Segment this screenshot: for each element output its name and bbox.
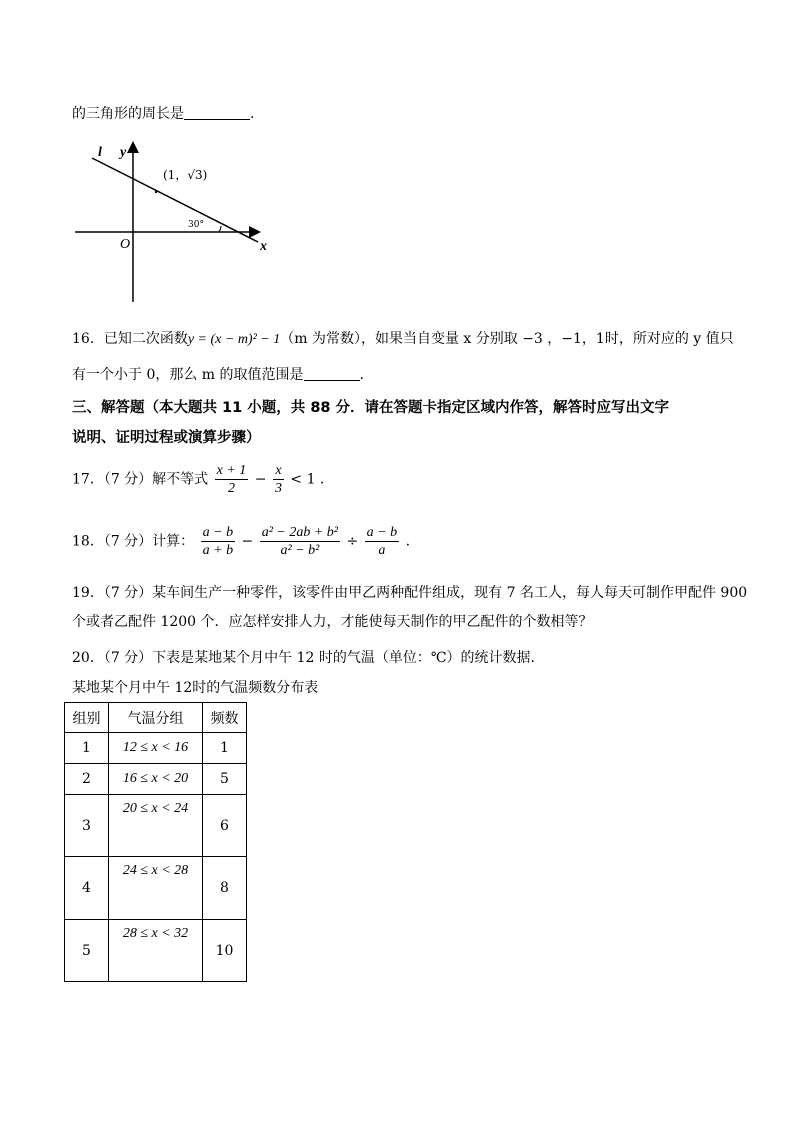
table-cell: 16 ≤ x < 20: [109, 764, 203, 795]
point-dot: [155, 191, 157, 193]
table-row: [65, 795, 247, 857]
table-row: [65, 857, 247, 920]
fraction: $\frac{a - b}{a + b}$: [202, 525, 234, 558]
q20-line1: 20．（7 分）下表是某地某个月中午 12 时的气温（单位：℃）的统计数据．: [72, 650, 545, 666]
table-cell: 8: [203, 857, 247, 920]
table-cell: 1: [65, 733, 109, 764]
fraction: $\frac{x}{3}$: [274, 463, 282, 496]
fraction: $\frac{a - b}{a}$: [366, 525, 398, 558]
q18: 18．（7 分）计算： $\frac{a - b}{a + b}$ − $\frac{\text{a² − 2ab + b²}}{\text{a² − b²}}$ ÷ $\frac{a - b}{a}$ .: [72, 525, 411, 558]
table-cell: 6: [203, 795, 247, 857]
table-title: 某地某个月中午 12时的气温频数分布表: [72, 680, 319, 696]
q17: 17．（7 分）解不等式 $\frac{x + 1}{2}$ − $\frac{x}{3}$ < 1 .: [72, 463, 325, 496]
point-label: (1，√3): [163, 168, 208, 182]
table-cell: 5: [65, 920, 109, 982]
table-row: [65, 733, 247, 764]
answer-blank: [184, 105, 250, 120]
frequency-table: [64, 702, 247, 982]
table-cell: 1: [203, 733, 247, 764]
section-heading: 三、解答题（本大题共 11 小题，共 88 分．请在答题卡指定区域内作答，解答时应写出文字: [72, 400, 670, 416]
table-row: [65, 920, 247, 982]
table-header-row: [65, 703, 247, 733]
q19-line2: 个或者乙配件 1200 个．应怎样安排人力，才能使每天制作的甲乙配件的个数相等？: [72, 614, 593, 630]
table-cell: 20 ≤ x < 24: [109, 795, 203, 857]
label-x: x: [260, 239, 267, 254]
table-cell: 28 ≤ x < 32: [109, 920, 203, 982]
header-cell: 组别: [65, 703, 109, 733]
table-cell: 24 ≤ x < 28: [109, 857, 203, 920]
header-cell: 频数: [203, 703, 247, 733]
label-l: l: [98, 145, 102, 160]
table-cell: 3: [65, 795, 109, 857]
angle-arc: [219, 226, 221, 232]
q15-tail: 的三角形的周长是 .: [72, 106, 255, 122]
table-cell: 5: [203, 764, 247, 795]
fraction: $\frac{\text{a² − 2ab + b²}}{\text{a² − b²}}$: [261, 525, 339, 558]
table-cell: 4: [65, 857, 109, 920]
section-heading-cont: 说明、证明过程或演算步骤）: [72, 430, 261, 446]
table-cell: 10: [203, 920, 247, 982]
label-origin: O: [120, 237, 131, 252]
header-cell: 气温分组: [109, 703, 203, 733]
q16-line2: 有一个小于 0，那么 m 的取值范围是 .: [72, 367, 364, 383]
coordinate-figure: [70, 138, 280, 306]
q19-line1: 19．（7 分）某车间生产一种零件，该零件由甲乙两种配件组成，现有 7 名工人，每人每天可制作甲配件 900: [72, 585, 748, 601]
fraction: $\frac{x + 1}{2}$: [216, 463, 247, 496]
angle-label: 30°: [188, 220, 204, 230]
answer-blank: [304, 366, 360, 381]
table-cell: 2: [65, 764, 109, 795]
table-cell: 12 ≤ x < 16: [109, 733, 203, 764]
q16-line1: 16．已知二次函数y = (x − m)² − 1（m 为常数），如果当自变量 x 分别取 −3 ，−1，1时，所对应的 y 值只: [72, 331, 734, 347]
label-y: y: [120, 145, 127, 160]
table-row: [65, 764, 247, 795]
